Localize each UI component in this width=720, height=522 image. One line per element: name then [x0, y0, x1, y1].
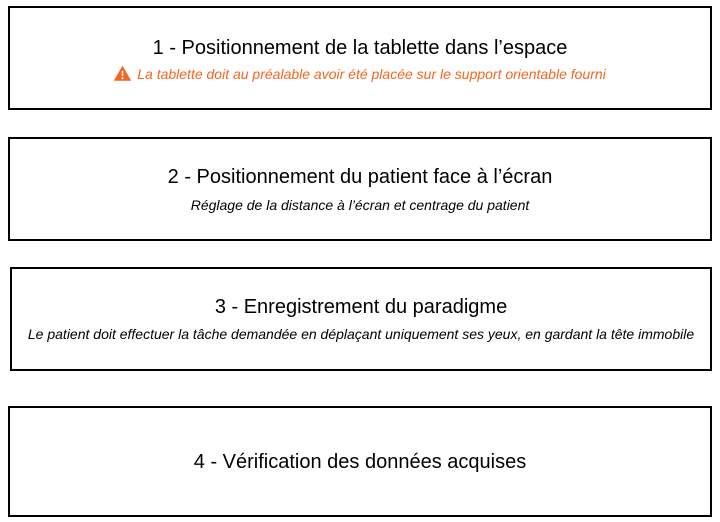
- step-2-title: 2 - Positionnement du patient face à l’écran: [167, 165, 553, 188]
- step-3-box: [10, 267, 712, 371]
- step-2-box: [8, 137, 712, 241]
- step-3-subtitle: Le patient doit effectuer la tâche demandée en déplaçant uniquement ses yeux, en gardant la tête immobile: [27, 326, 695, 342]
- step-1-title: 1 - Positionnement de la tablette dans l’espace: [152, 36, 568, 59]
- step-4-title: 4 - Vérification des données acquises: [193, 450, 527, 473]
- step-2-subtitle: Réglage de la distance à l’écran et centrage du patient: [190, 196, 530, 213]
- step-1-warning-text: La tablette doit au préalable avoir été placée sur le support orientable fourni: [137, 65, 606, 82]
- step-3-title: 3 - Enregistrement du paradigme: [214, 296, 508, 318]
- step-1-box: [8, 6, 712, 110]
- step-4-box: [8, 406, 712, 517]
- step-1-warning: [114, 64, 606, 84]
- warning-triangle-icon: [114, 66, 131, 81]
